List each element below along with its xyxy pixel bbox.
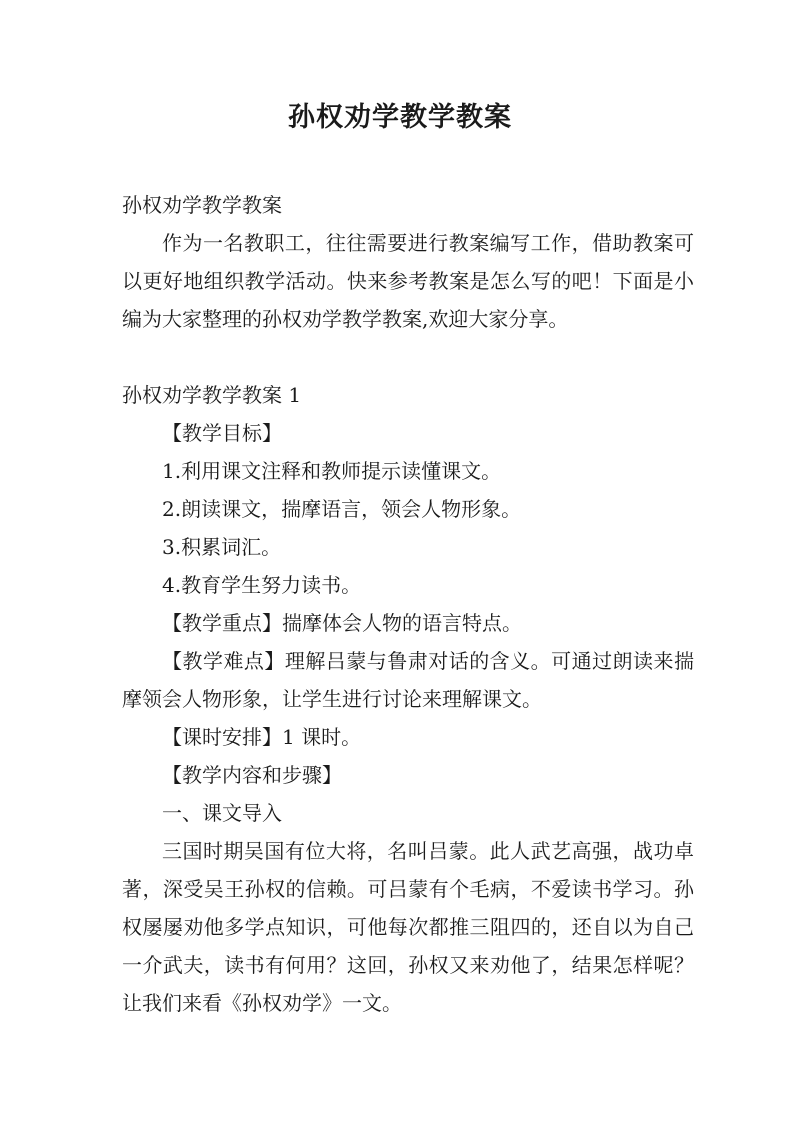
document-body bbox=[122, 186, 694, 1022]
goal-item-2: 2.朗读课文，揣摩语言，领会人物形象。 bbox=[162, 497, 522, 521]
goal-item-1: 1.利用课文注释和教师提示读懂课文。 bbox=[162, 459, 502, 483]
heading-teaching-goals: 【教学目标】 bbox=[162, 421, 282, 445]
section-heading: 孙权劝学教学教案 1 bbox=[122, 383, 302, 407]
intro-paragraph: 作为一名教职工，往往需要进行教案编写工作，借助教案可以更好地组织教学活动。快来参考教案是怎么写的吧！下面是小编为大家整理的孙权劝学教学教案,欢迎大家分享。 bbox=[122, 231, 694, 331]
subtitle-line: 孙权劝学教学教案 bbox=[122, 193, 282, 217]
goal-item-4: 4.教育学生努力读书。 bbox=[162, 573, 362, 597]
step-heading-1: 一、课文导入 bbox=[162, 801, 282, 825]
class-schedule: 【课时安排】1 课时。 bbox=[162, 725, 362, 749]
intro-story-paragraph: 三国时期吴国有位大将，名叫吕蒙。此人武艺高强，战功卓著，深受吴王孙权的信赖。可吕蒙有个毛病，不爱读书学习。孙权屡屡劝他多学点知识，可他每次都推三阻四的，还自以为自己一介武夫，读书有何用？这回，孙权又来劝他了，结果怎样呢？让我们来看《孙权劝学》一文。 bbox=[122, 839, 694, 1015]
heading-content-steps: 【教学内容和步骤】 bbox=[162, 763, 342, 787]
document-title: 孙权劝学教学教案 bbox=[288, 102, 512, 133]
paragraph-gap bbox=[122, 338, 694, 376]
goal-item-3: 3.积累词汇。 bbox=[162, 535, 282, 559]
teaching-difficulty: 【教学难点】理解吕蒙与鲁肃对话的含义。可通过朗读来揣摩领会人物形象，让学生进行讨论来理解课文。 bbox=[122, 649, 694, 711]
teaching-focus: 【教学重点】揣摩体会人物的语言特点。 bbox=[162, 611, 522, 635]
